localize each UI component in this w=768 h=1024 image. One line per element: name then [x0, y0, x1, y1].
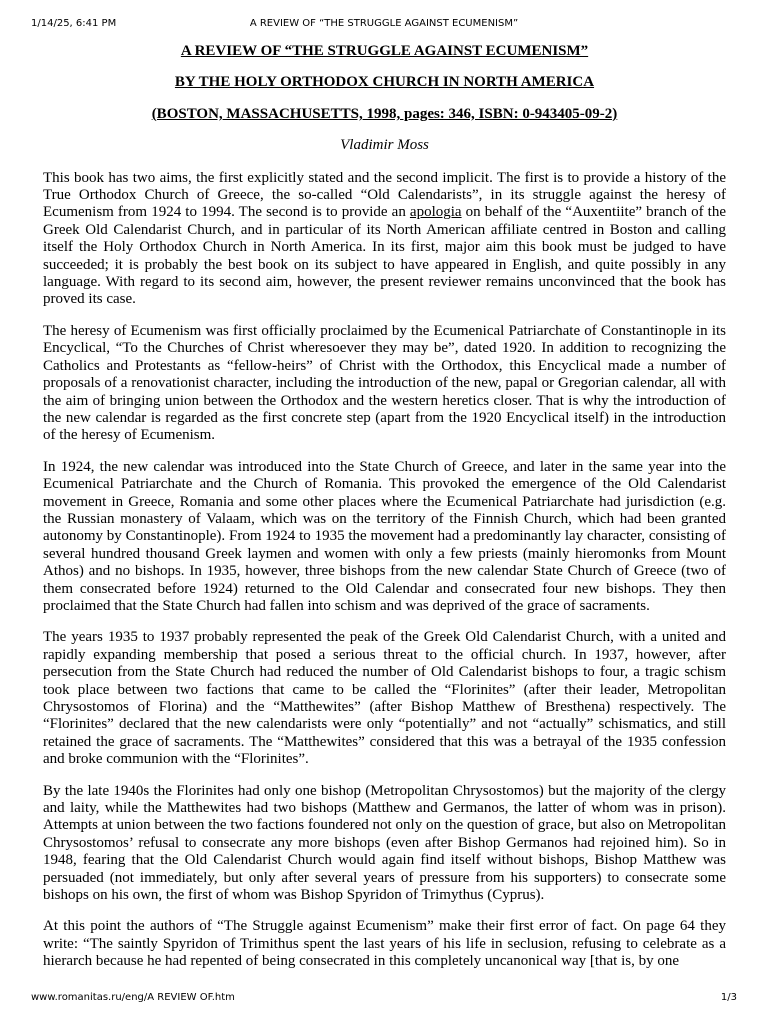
print-header: [31, 17, 737, 31]
article-author: Vladimir Moss: [340, 137, 429, 154]
article-title-line-2: BY THE HOLY ORTHODOX CHURCH IN NORTH AMERICA: [174, 74, 595, 91]
paragraph-5: By the late 1940s the Florinites had only one bishop (Metropolitan Chrysostomos) but the majority of the clergy and laity, while the Matthewites had two bishops (Matthew and Germanos, the latter of whom was in prison). Attempts at union between the two factions foundered not only on the question of grace, but also on Metropolitan Chrysostomos’ refusal to consecrate any more bishops (even after Bishop Germanos had rejoined him). So in 1948, fearing that the Old Calendarist Church would again find itself without bishops, Bishop Matthew was persuaded (not immediately, but only after several years of pressure from his supporters) to consecrate some bishops on his own, the first of whom was Bishop Spyridon of Trimythus (Cyprus).: [43, 782, 726, 904]
print-date: 1/14/25, 6:41 PM: [31, 18, 117, 29]
print-page-number: 1/3: [720, 992, 737, 1003]
print-url: www.romanitas.ru/eng/A REVIEW OF.htm: [31, 992, 235, 1003]
paragraph-1-text-a: This book has two aims, the first explicitly stated and the second implicit. The first is to provide a history of the True Orthodox Church of Greece, the so-called “Old Calendarists”, in its struggle against the heresy of Ecumenism from 1924 to 1994. The second is to provide an: [43, 169, 726, 221]
paragraph-1-text-b: on behalf of the “Auxentiite” branch of the Greek Old Calendarist Church, and in particular of its North American affiliate centred in Boston and calling itself the Holy Orthodox Church in North America. In its first, major aim this book must be judged to have succeeded; it is probably the best book on its subject to have appeared in English, and quite possibly in any language. With regard to its second aim, however, the present reviewer remains unconvinced that the book has proved its case.: [43, 204, 726, 308]
paragraph-1: [43, 170, 726, 309]
article-body: [43, 43, 726, 983]
apologia-link[interactable]: apologia: [409, 204, 462, 221]
paragraph-4: The years 1935 to 1937 probably represented the peak of the Greek Old Calendarist Church, with a united and rapidly expanding membership that posed a serious threat to the official church. In 1937, however, after persecution from the State Church had reduced the number of Old Calendarist bishops to four, a tragic schism took place between two factions that came to be called the “Florinites” (after their leader, Metropolitan Chrysostomos of Florina) and the “Matthewites” (after Bishop Matthew of Bresthena) respectively. The “Florinites” declared that the new calendarists were only “potentially” and not “actually” schismatics, and still retained the grace of sacraments. The “Matthewites” considered that this was a betrayal of the 1935 confession and broke communion with the “Florinites”.: [43, 629, 726, 768]
paragraph-3: In 1924, the new calendar was introduced into the State Church of Greece, and later in the same year into the Ecumenical Patriarchate and the Church of Romania. This provoked the emergence of the Old Calendarist movement in Greece, Romania and some other places where the Ecumenical Patriarchate had jurisdiction (e.g. the Russian monastery of Valaam, which was on the territory of the Finnish Church, which had been granted autonomy by Constantinople). From 1924 to 1935 the movement had a predominantly lay character, consisting of several hundred thousand Greek laymen and women with only a few priests (mainly hieromonks from Mount Athos) and no bishops. In 1935, however, three bishops from the new calendar State Church of Greece (two of them consecrated before 1924) returned to the Old Calendar and consecrated four new bishops. They then proclaimed that the State Church had fallen into schism and was deprived of the grace of sacraments.: [43, 458, 726, 614]
article-title-line-3: (BOSTON, MASSACHUSETTS, 1998, pages: 346, ISBN: 0-943405-09-2): [151, 105, 618, 122]
article-title-line-1: A REVIEW OF “THE STRUGGLE AGAINST ECUMENISM”: [180, 43, 589, 59]
paragraph-2: The heresy of Ecumenism was first officially proclaimed by the Ecumenical Patriarchate of Constantinople in its Encyclical, “To the Churches of Christ wheresoever they may be”, dated 1920. In addition to recognizing the Catholics and Protestants as “fellow-heirs” of Christ with the Orthodox, this Encyclical made a number of proposals of a renovationist character, including the introduction of the new, papal or Gregorian calendar, all with the aim of bringing union between the Orthodox and the western heretics closer. That is why the introduction of the new calendar is regarded as the first concrete step (apart from the 1920 Encyclical itself) in the introduction of the heresy of Ecumenism.: [43, 322, 726, 444]
paragraph-6: At this point the authors of “The Struggle against Ecumenism” make their first error of fact. On page 64 they write: “The saintly Spyridon of Trimithus spent the last years of his life in seclusion, refusing to celebrate as a hierarch because he had repented of being consecrated in this completely uncanonical way [that is, by one: [43, 918, 726, 970]
print-footer: [31, 991, 737, 1005]
print-document-title: A REVIEW OF “THE STRUGGLE AGAINST ECUMENISM”: [249, 18, 519, 29]
